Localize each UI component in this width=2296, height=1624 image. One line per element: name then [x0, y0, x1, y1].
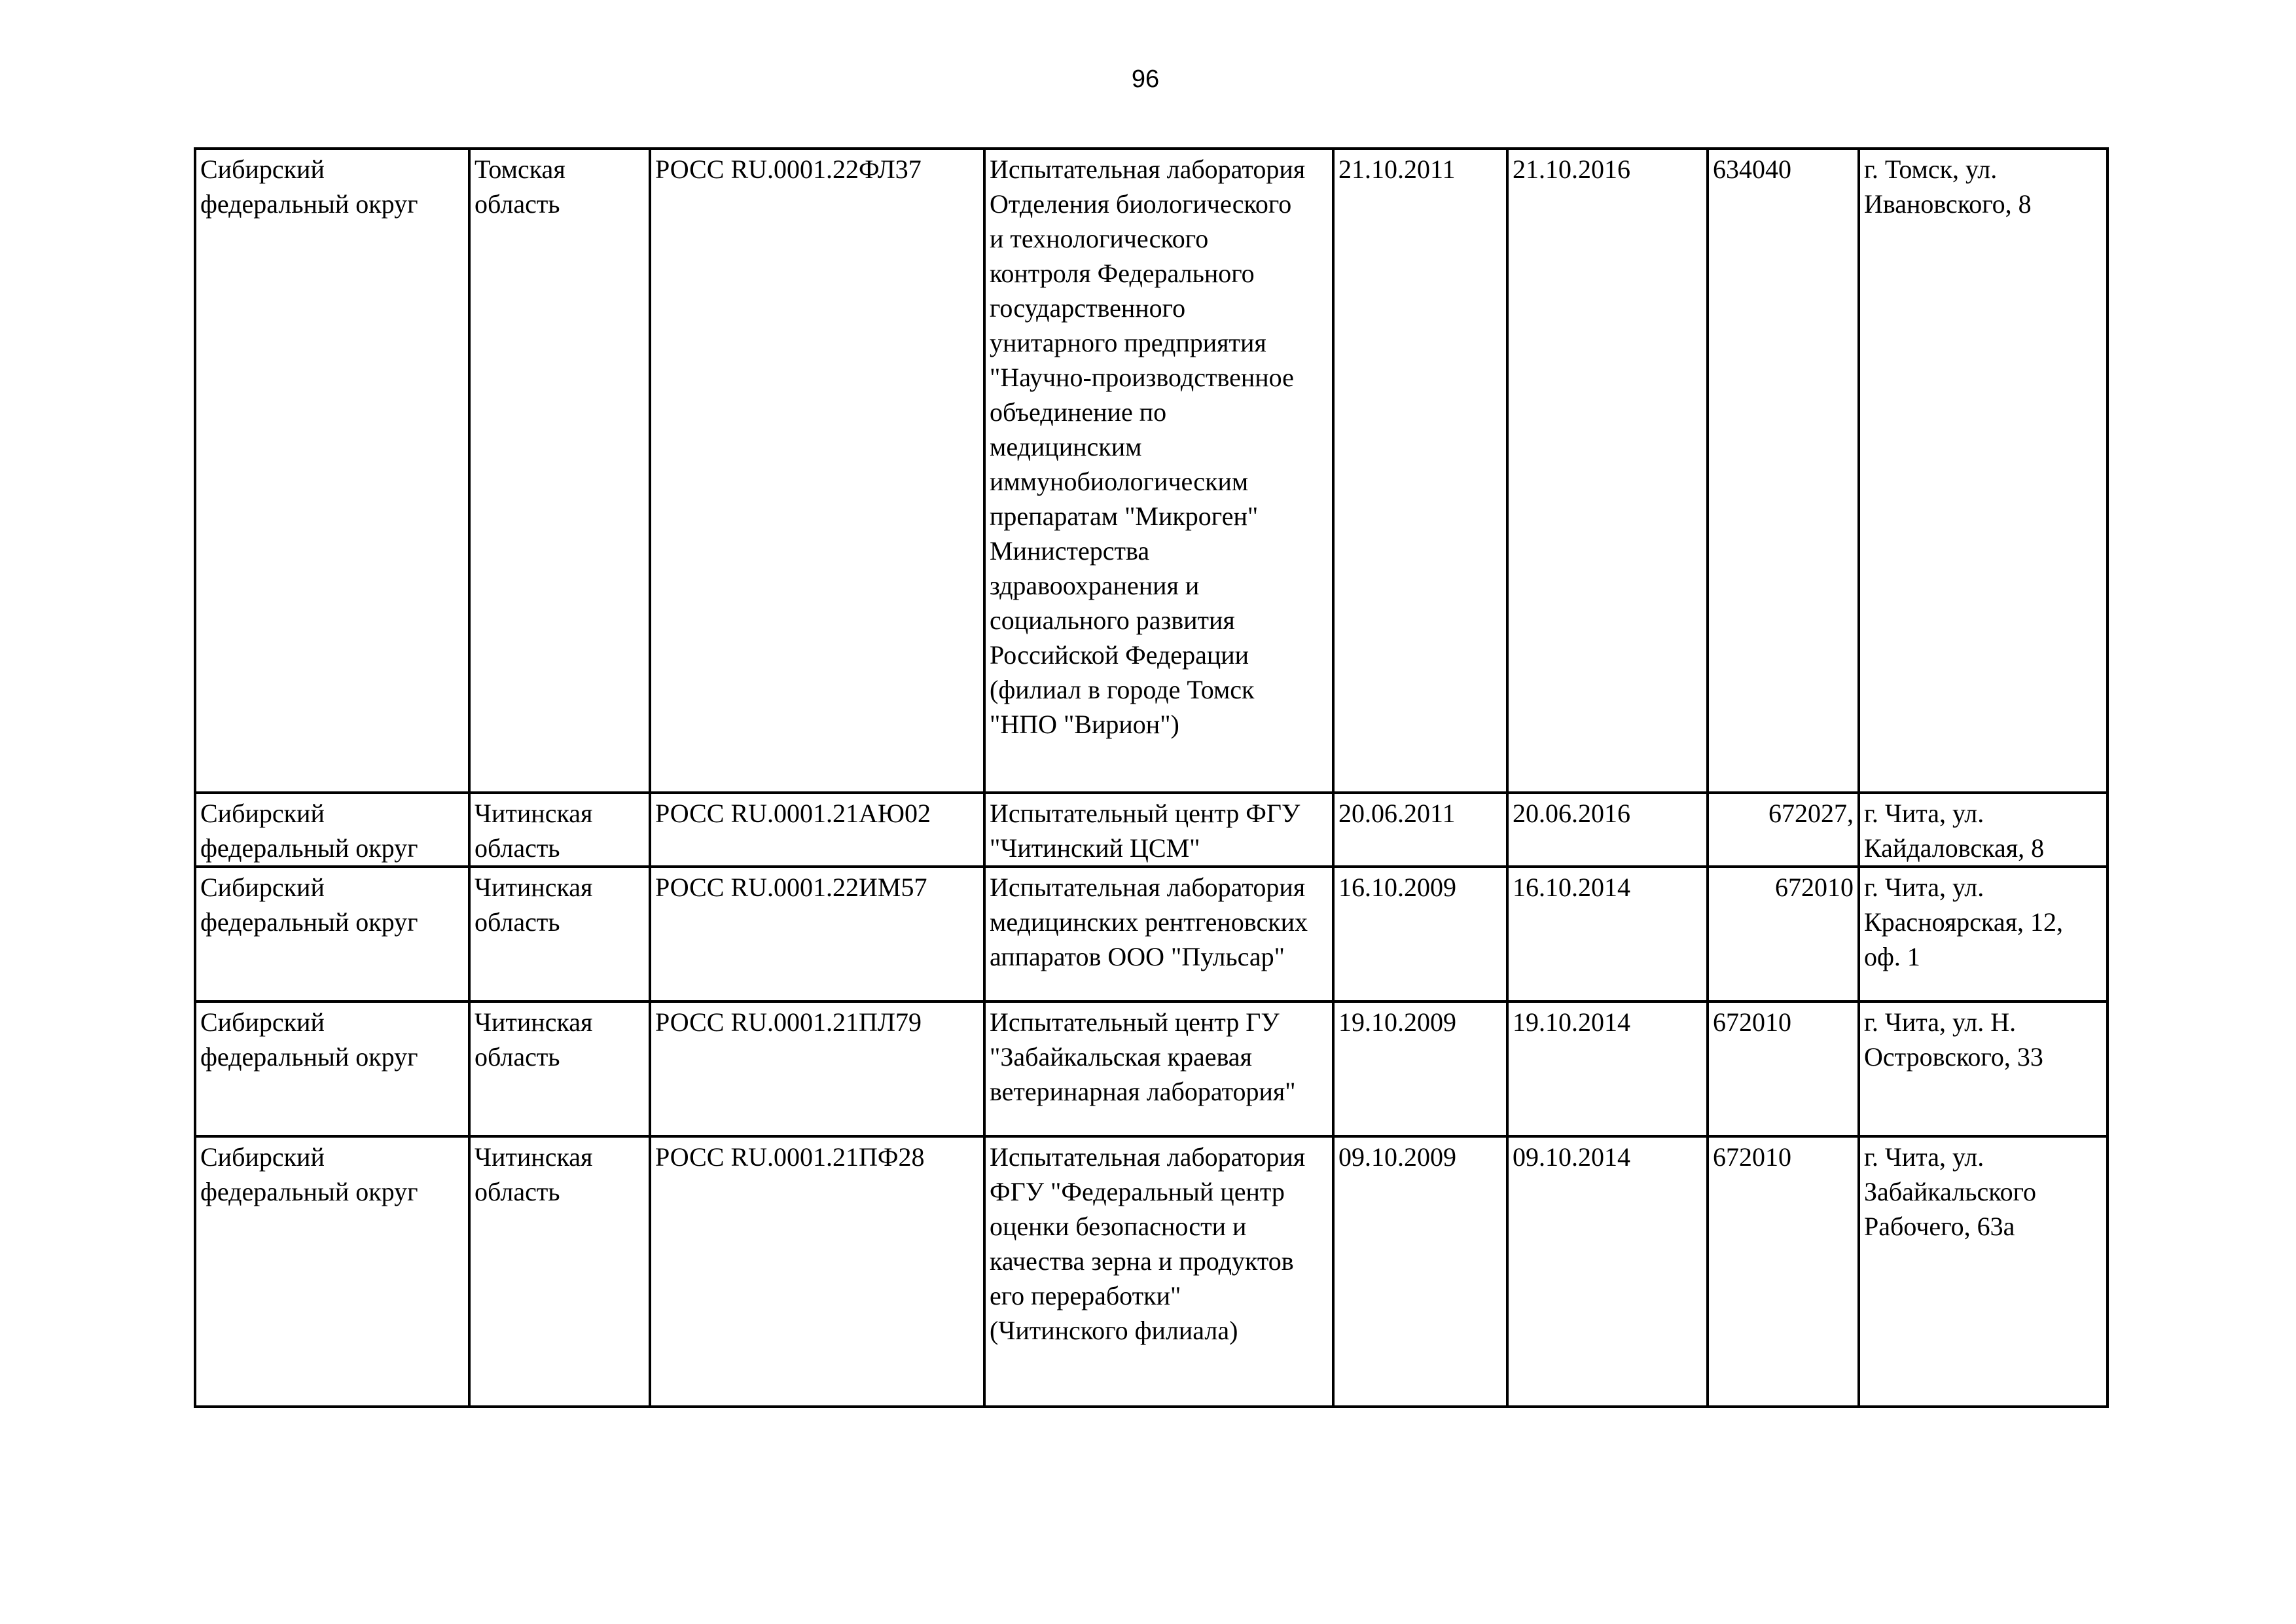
organization-cell: Испытательная лаборатория медицинских рентгеновских аппаратов ООО "Пульсар": [984, 867, 1333, 1001]
district-cell: Сибирский федеральный округ: [195, 149, 469, 793]
certificate-cell: РОСС RU.0001.22ИМ57: [650, 867, 984, 1001]
date-from-cell: 20.06.2011: [1333, 793, 1507, 867]
date-from-cell: 21.10.2011: [1333, 149, 1507, 793]
page-number: 96: [1131, 65, 1160, 93]
organization-cell: Испытательная лаборатория ФГУ "Федеральный центр оценки безопасности и качества зерна и продуктов его переработки" (Читинского филиала): [984, 1136, 1333, 1407]
address-cell: г. Чита, ул. Забайкальского Рабочего, 63а: [1859, 1136, 2108, 1407]
address-cell: г. Чита, ул. Н. Островского, 33: [1859, 1001, 2108, 1136]
date-to-cell: 21.10.2016: [1507, 149, 1708, 793]
district-cell: Сибирский федеральный округ: [195, 1136, 469, 1407]
address-cell: г. Томск, ул. Ивановского, 8: [1859, 149, 2108, 793]
postal-index-cell: 672010: [1708, 1001, 1859, 1136]
district-cell: Сибирский федеральный округ: [195, 867, 469, 1001]
certificate-cell: РОСС RU.0001.21ПФ28: [650, 1136, 984, 1407]
postal-index-cell: 672010: [1708, 867, 1859, 1001]
date-to-cell: 16.10.2014: [1507, 867, 1708, 1001]
postal-index-cell: 672027,: [1708, 793, 1859, 867]
region-cell: Читинская область: [469, 867, 650, 1001]
organization-cell: Испытательная лаборатория Отделения биологического и технологического контроля Федерального государственного унитарного предприятия "Научно-производственное объединение по медицинским иммунобиологическим препаратам "Микроген" Министерства здравоохранения и социального развития Российской Федерации (филиал в городе Томск "НПО "Вирион"): [984, 149, 1333, 793]
table-row: [195, 1001, 2108, 1136]
date-from-cell: 16.10.2009: [1333, 867, 1507, 1001]
certificate-cell: РОСС RU.0001.21АЮ02: [650, 793, 984, 867]
organization-cell: Испытательный центр ФГУ "Читинский ЦСМ": [984, 793, 1333, 867]
postal-index-cell: 672010: [1708, 1136, 1859, 1407]
date-from-cell: 19.10.2009: [1333, 1001, 1507, 1136]
postal-index-cell: 634040: [1708, 149, 1859, 793]
table-row: [195, 867, 2108, 1001]
date-to-cell: 20.06.2016: [1507, 793, 1708, 867]
address-cell: г. Чита, ул. Красноярская, 12, оф. 1: [1859, 867, 2108, 1001]
district-cell: Сибирский федеральный округ: [195, 1001, 469, 1136]
registry-table: [194, 147, 2109, 1408]
date-to-cell: 19.10.2014: [1507, 1001, 1708, 1136]
certificate-cell: РОСС RU.0001.21ПЛ79: [650, 1001, 984, 1136]
table-row: [195, 793, 2108, 867]
region-cell: Читинская область: [469, 1001, 650, 1136]
region-cell: Читинская область: [469, 1136, 650, 1407]
table-row: [195, 1136, 2108, 1407]
table-row: [195, 149, 2108, 793]
address-cell: г. Чита, ул. Кайдаловская, 8: [1859, 793, 2108, 867]
certificate-cell: РОСС RU.0001.22ФЛ37: [650, 149, 984, 793]
district-cell: Сибирский федеральный округ: [195, 793, 469, 867]
region-cell: Томская область: [469, 149, 650, 793]
date-from-cell: 09.10.2009: [1333, 1136, 1507, 1407]
organization-cell: Испытательный центр ГУ "Забайкальская краевая ветеринарная лаборатория": [984, 1001, 1333, 1136]
date-to-cell: 09.10.2014: [1507, 1136, 1708, 1407]
region-cell: Читинская область: [469, 793, 650, 867]
